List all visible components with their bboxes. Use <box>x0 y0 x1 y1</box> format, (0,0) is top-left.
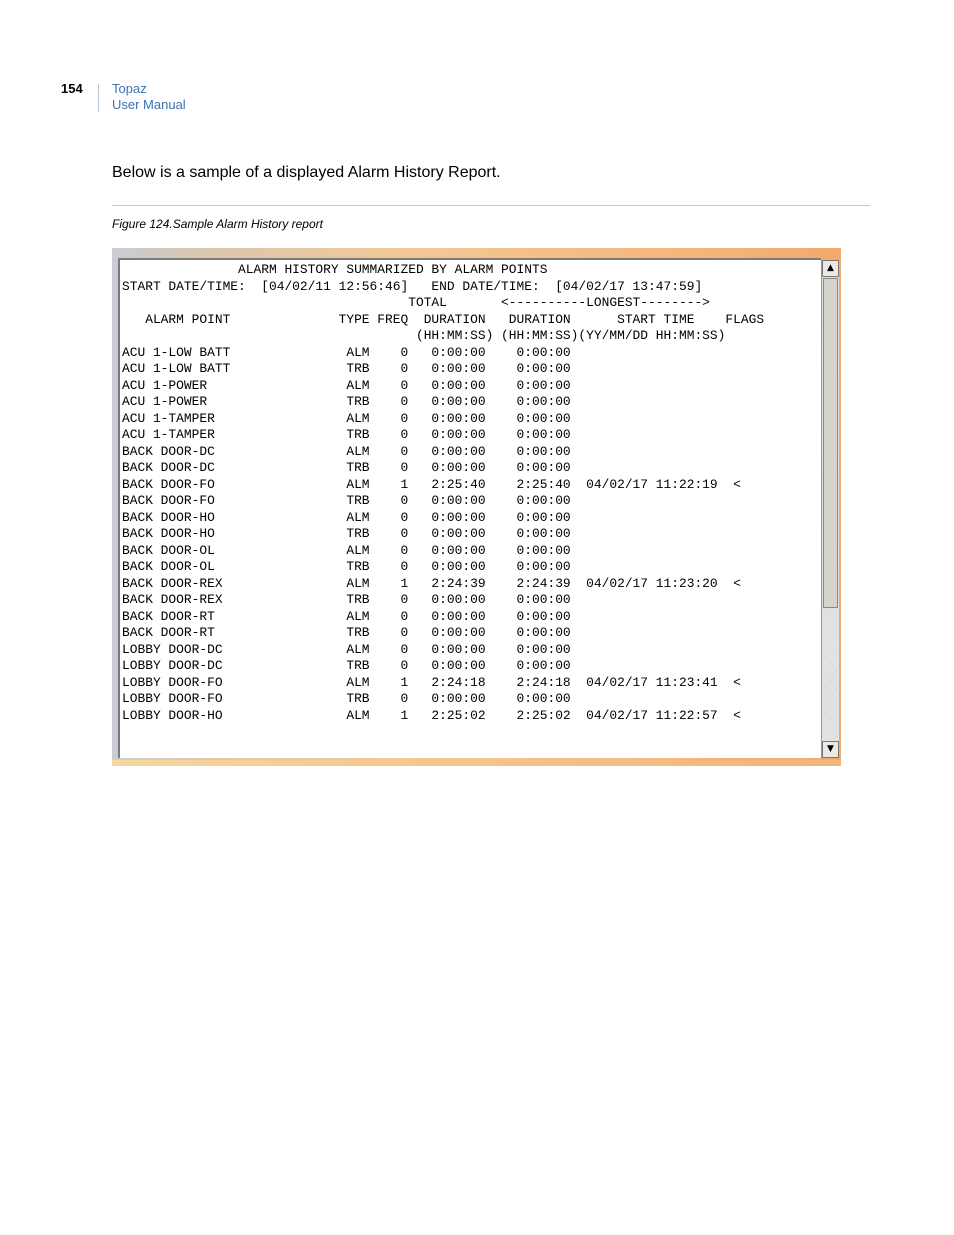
report-date-range: START DATE/TIME: [04/02/11 12:56:46] END DATE/TIME: [04/02/17 13:47:59] <box>122 278 703 294</box>
scroll-up-icon[interactable]: ▲ <box>822 260 839 277</box>
table-row: BACK DOOR-HO ALM 0 0:00:00 0:00:00 <box>122 509 571 525</box>
table-row: LOBBY DOOR-DC ALM 0 0:00:00 0:00:00 <box>122 641 571 657</box>
table-row: BACK DOOR-HO TRB 0 0:00:00 0:00:00 <box>122 526 571 541</box>
header-divider <box>98 84 99 112</box>
figure-caption: Figure 124.Sample Alarm History report <box>112 217 323 231</box>
table-row: ACU 1-POWER TRB 0 0:00:00 0:00:00 <box>122 394 571 409</box>
table-row: BACK DOOR-OL TRB 0 0:00:00 0:00:00 <box>122 559 571 574</box>
report-header-line-2: ALARM POINT TYPE FREQ DURATION DURATION START TIME FLAGS <box>122 311 765 327</box>
report-header-line-1: TOTAL <----------LONGEST--------> <box>122 295 710 310</box>
report-window <box>112 248 841 766</box>
table-row: LOBBY DOOR-HO ALM 1 2:25:02 2:25:02 04/02/17 11:22:57 < <box>122 707 741 723</box>
document-title-line1: Topaz <box>112 81 147 96</box>
table-row: ACU 1-TAMPER TRB 0 0:00:00 0:00:00 <box>122 427 571 442</box>
report-title: ALARM HISTORY SUMMARIZED BY ALARM POINTS <box>122 262 548 277</box>
document-title <box>112 81 186 113</box>
table-row: BACK DOOR-FO TRB 0 0:00:00 0:00:00 <box>122 493 571 508</box>
table-row: BACK DOOR-REX TRB 0 0:00:00 0:00:00 <box>122 592 571 607</box>
table-row: BACK DOOR-DC ALM 0 0:00:00 0:00:00 <box>122 443 571 459</box>
scroll-down-icon[interactable]: ▼ <box>822 741 839 758</box>
table-row: BACK DOOR-DC TRB 0 0:00:00 0:00:00 <box>122 460 571 475</box>
table-row: LOBBY DOOR-FO ALM 1 2:24:18 2:24:18 04/02/17 11:23:41 < <box>122 674 741 690</box>
table-row: BACK DOOR-FO ALM 1 2:25:40 2:25:40 04/02/17 11:22:19 < <box>122 476 741 492</box>
intro-text: Below is a sample of a displayed Alarm History Report. <box>112 164 501 181</box>
scroll-thumb[interactable] <box>823 278 838 608</box>
table-row: ACU 1-LOW BATT ALM 0 0:00:00 0:00:00 <box>122 344 571 360</box>
table-row: ACU 1-TAMPER ALM 0 0:00:00 0:00:00 <box>122 410 571 426</box>
table-row: BACK DOOR-RT ALM 0 0:00:00 0:00:00 <box>122 608 571 624</box>
table-row: BACK DOOR-RT TRB 0 0:00:00 0:00:00 <box>122 625 571 640</box>
report-text <box>122 262 764 724</box>
table-row: ACU 1-LOW BATT TRB 0 0:00:00 0:00:00 <box>122 361 571 376</box>
vertical-scrollbar[interactable] <box>821 260 839 758</box>
page-number: 154 <box>61 81 83 96</box>
window-bottom-frame <box>112 760 841 766</box>
table-row: BACK DOOR-REX ALM 1 2:24:39 2:24:39 04/02/17 11:23:20 < <box>122 575 741 591</box>
report-viewport[interactable] <box>118 258 821 758</box>
table-row: ACU 1-POWER ALM 0 0:00:00 0:00:00 <box>122 377 571 393</box>
section-divider <box>112 205 870 206</box>
table-row: LOBBY DOOR-DC TRB 0 0:00:00 0:00:00 <box>122 658 571 673</box>
table-row: LOBBY DOOR-FO TRB 0 0:00:00 0:00:00 <box>122 691 571 706</box>
document-title-line2: User Manual <box>112 97 186 112</box>
report-header-line-3: (HH:MM:SS) (HH:MM:SS)(YY/MM/DD HH:MM:SS) <box>122 328 726 343</box>
table-row: BACK DOOR-OL ALM 0 0:00:00 0:00:00 <box>122 542 571 558</box>
